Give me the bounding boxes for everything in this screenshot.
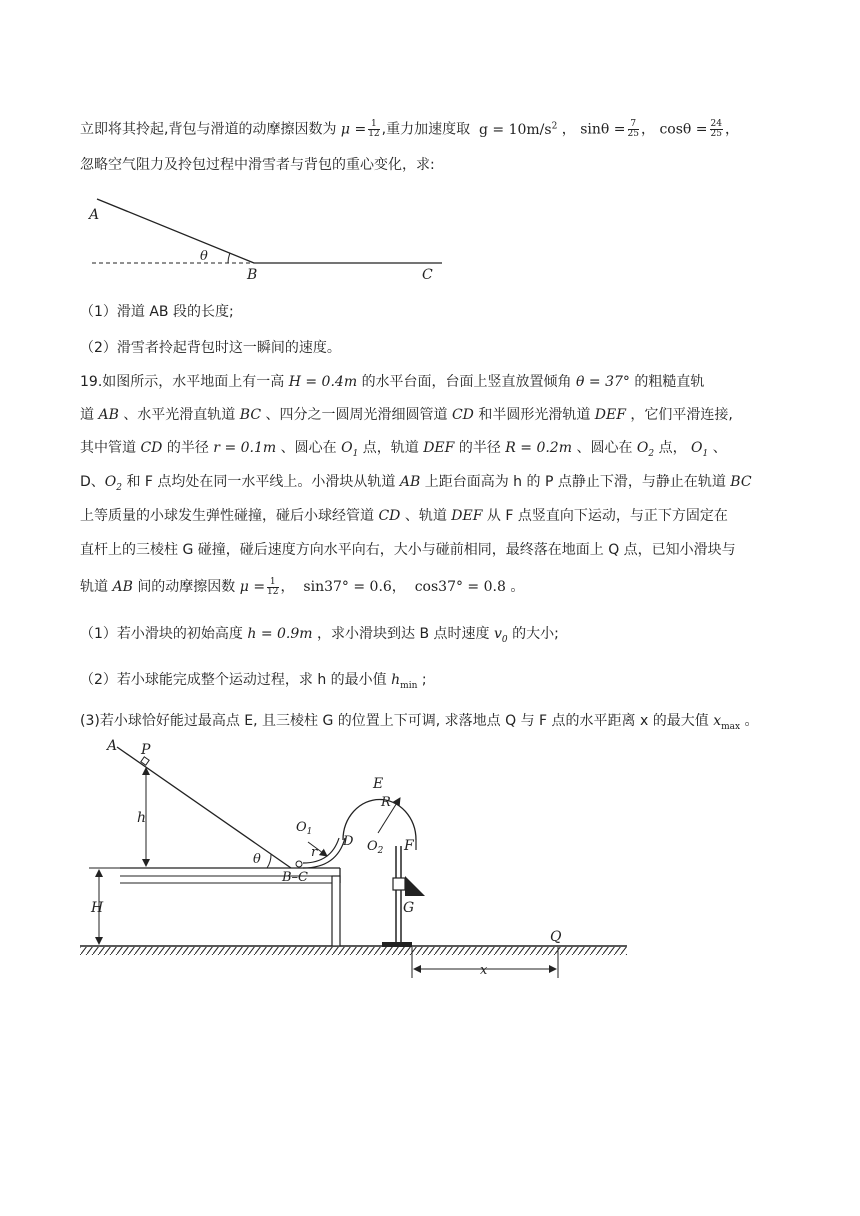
gravity-value: $g = 10m/s^2$ bbox=[479, 121, 558, 138]
label-theta2: θ bbox=[253, 852, 261, 867]
slope-ab-line bbox=[97, 199, 254, 263]
theta-arc bbox=[267, 854, 271, 868]
q19-line-4: D、$O_2$ 和 F 点均处在同一水平线上。小滑块从轨道 AB 上距台面高为 h 的 P 点静止下滑，与静止在轨道 BC bbox=[80, 474, 752, 493]
q19-line-1: 19.如图所示，水平地面上有一高 H = 0.4m 的水平台面，台面上竖直放置倾角 θ = 37° 的粗糙直轨 bbox=[80, 374, 705, 390]
q19-part2: （2）若小球能完成整个运动过程，求 h 的最小值 $h_{min}$ ; bbox=[80, 672, 427, 691]
rod-base bbox=[382, 942, 412, 947]
label-r: r bbox=[311, 845, 318, 860]
prism-holder bbox=[393, 878, 405, 890]
label-a: A bbox=[89, 207, 100, 223]
q18-part2: （2）滑雪者拎起背包时这一瞬间的速度。 bbox=[80, 340, 341, 356]
q18-part1: （1）滑道 AB 段的长度; bbox=[80, 304, 234, 320]
q19-line-7: 轨道 AB 间的动摩擦因数 μ = $\frac{1}{12}$ ， sin37° = 0.6， cos37° = 0.8 。 bbox=[80, 576, 525, 597]
incline-ab bbox=[117, 747, 291, 868]
label-h: h bbox=[137, 810, 147, 826]
q19-part3: (3)若小球恰好能过最高点 E, 且三棱柱 G 的位置上下可调, 求落地点 Q 与 F 点的水平距离 x 的最大值 $x_{max}$ 。 bbox=[80, 713, 759, 732]
ball bbox=[296, 861, 302, 867]
label-p: P bbox=[141, 742, 151, 758]
label-c: C bbox=[422, 267, 433, 283]
angle-arc bbox=[228, 253, 230, 263]
mu-fraction: $\frac{1}{12}$ bbox=[368, 119, 380, 140]
figure-track-diagram bbox=[75, 738, 635, 978]
q19-part1: （1）若小滑块的初始高度 h = 0.9m ，求小滑块到达 B 点时速度 $v_0$ 的大小; bbox=[80, 626, 559, 645]
label-g: G bbox=[403, 900, 415, 916]
label-R: R bbox=[381, 795, 391, 810]
label-a2: A bbox=[107, 738, 118, 754]
label-b: B bbox=[247, 267, 258, 283]
ground-hatch bbox=[80, 947, 627, 955]
q19-line-2: 道 AB 、水平光滑直轨道 BC 、四分之一圆周光滑细圆管道 CD 和半圆形光滑轨道 DEF ，它们平滑连接, bbox=[80, 407, 733, 423]
intro-line-1: 立即将其拎起,背包与滑道的动摩擦因数为 μ = $\frac{1}{12}$ ,重力加速度取 $g = 10m/s^2$ ， sinθ = $\frac{7}{25}$ ， cosθ = $\frac{24}{25}$ ， bbox=[80, 119, 739, 140]
q19-line-5: 上等质量的小球发生弹性碰撞，碰后小球经管道 CD 、轨道 DEF 从 F 点竖直向下运动，与正下方固定在 bbox=[80, 508, 728, 524]
label-theta: θ bbox=[200, 249, 208, 264]
q19-line-3: 其中管道 CD 的半径 r = 0.1m 、圆心在 $O_1$ 点，轨道 DEF 的半径 R = 0.2m 、圆心在 $O_2$ 点， $O_1$ 、 bbox=[80, 440, 727, 459]
prism-g bbox=[405, 876, 425, 896]
platform-leg bbox=[332, 876, 340, 946]
sin-fraction: $\frac{7}{25}$ bbox=[627, 119, 639, 140]
figure-slope-diagram bbox=[80, 195, 460, 285]
mu-symbol: μ = bbox=[340, 121, 367, 138]
cos-fraction: $\frac{24}{25}$ bbox=[710, 119, 722, 140]
label-e: E bbox=[373, 776, 384, 792]
label-o1: $O_1$ bbox=[296, 820, 313, 837]
label-x: x bbox=[480, 963, 488, 978]
label-o2: $O_2$ bbox=[367, 839, 384, 856]
label-q: Q bbox=[550, 929, 562, 945]
label-bc: B–C bbox=[282, 870, 308, 885]
label-f: F bbox=[404, 838, 414, 854]
label-H: H bbox=[91, 900, 104, 916]
label-d: D bbox=[343, 834, 354, 849]
q19-line-6: 直杆上的三棱柱 G 碰撞，碰后速度方向水平向右，大小与碰前相同，最终落在地面上 Q 点，已知小滑块与 bbox=[80, 542, 736, 558]
intro-line-2: 忽略空气阻力及拎包过程中滑雪者与背包的重心变化，求: bbox=[80, 157, 435, 173]
semicircle-def bbox=[343, 799, 416, 840]
